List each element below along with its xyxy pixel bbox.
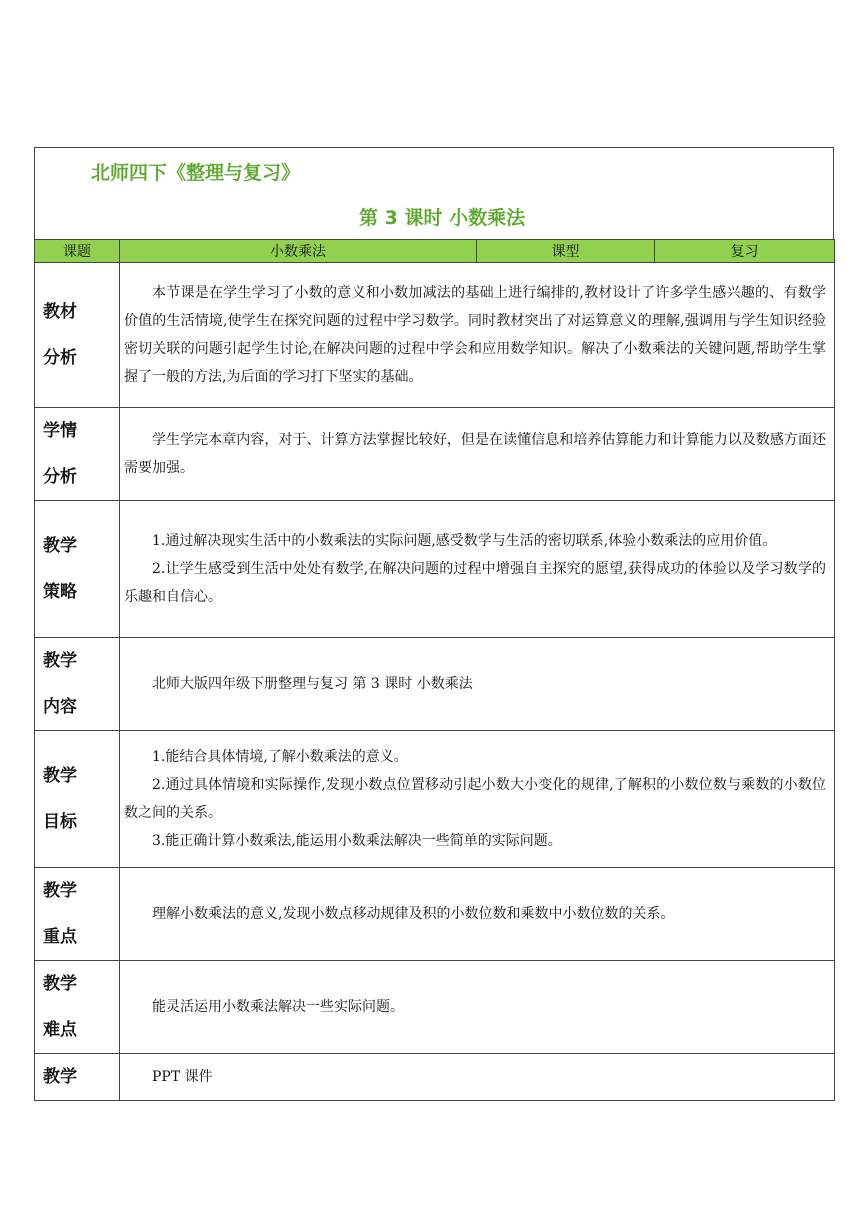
row-label — [35, 868, 120, 961]
row-label — [35, 263, 120, 408]
topic-label: 课题 — [35, 240, 120, 263]
lesson-plan-document — [34, 147, 834, 1101]
paragraph: 北师大版四年级下册整理与复习 第 3 课时 小数乘法 — [152, 676, 473, 692]
paragraph: 2.让学生感受到生活中处处有数学,在解决问题的过程中增强自主探究的愿望,获得成功的体验以及学习数学的乐趣和自信心。 — [124, 561, 826, 605]
label-line: 教材 — [43, 302, 77, 322]
paragraph: 本节课是在学生学习了小数的意义和小数加减法的基础上进行编排的,教材设计了许多学生感兴趣的、有数学价值的生活情境,使学生在探究问题的过程中学习数学。同时教材突出了对运算意义的理解,强调用与学生知识经验密切关联的问题引起学生讨论,在解决问题的过程中学会和应用数学知识。解决了小数乘法的关键问题,帮助学生掌握了一般的方法,为后面的学习打下坚实的基础。 — [124, 285, 826, 385]
row-teaching-strategy — [35, 501, 835, 638]
paragraph: 学生学完本章内容，对于、计算方法掌握比较好，但是在读懂信息和培养估算能力和计算能力以及数感方面还需要加强。 — [124, 432, 826, 476]
row-teaching-objectives — [35, 731, 835, 868]
paragraph: 理解小数乘法的意义,发现小数点移动规律及积的小数位数和乘数中小数位数的关系。 — [152, 906, 675, 922]
label-line: 教学 — [43, 1067, 77, 1087]
label-line: 重点 — [43, 927, 77, 947]
row-label — [35, 731, 120, 868]
label-line: 教学 — [43, 974, 77, 994]
paragraph: 1.通过解决现实生活中的小数乘法的实际问题,感受数学与生活的密切联系,体验小数乘法的应用价值。 — [152, 533, 777, 549]
row-content — [120, 731, 835, 868]
row-teaching-resources — [35, 1054, 835, 1101]
label-line: 分析 — [43, 467, 77, 487]
label-line: 内容 — [43, 697, 77, 717]
row-content — [120, 961, 835, 1054]
row-content — [120, 263, 835, 408]
row-content — [120, 868, 835, 961]
row-label — [35, 1054, 120, 1101]
label-line: 教学 — [43, 536, 77, 556]
title-area — [34, 147, 834, 239]
row-label — [35, 408, 120, 501]
paragraph: 2.通过具体情境和实际操作,发现小数点位置移动引起小数大小变化的规律,了解积的小数位数与乘数的小数位数之间的关系。 — [124, 777, 826, 821]
row-content — [120, 1054, 835, 1101]
paragraph: 1.能结合具体情境,了解小数乘法的意义。 — [152, 749, 408, 765]
row-content — [120, 501, 835, 638]
label-line: 难点 — [43, 1020, 77, 1040]
row-label — [35, 501, 120, 638]
label-line: 教学 — [43, 766, 77, 786]
header-row — [35, 240, 835, 263]
type-label: 课型 — [477, 240, 655, 263]
label-line: 教学 — [43, 651, 77, 671]
paragraph: 3.能正确计算小数乘法,能运用小数乘法解决一些简单的实际问题。 — [152, 833, 562, 849]
row-difficult-points — [35, 961, 835, 1054]
label-line: 策略 — [43, 582, 77, 602]
row-textbook-analysis — [35, 263, 835, 408]
type-value: 复习 — [655, 240, 835, 263]
topic-value: 小数乘法 — [120, 240, 477, 263]
row-key-points — [35, 868, 835, 961]
label-line: 学情 — [43, 421, 77, 441]
lesson-plan-table — [34, 239, 835, 1101]
row-content — [120, 408, 835, 501]
label-line: 目标 — [43, 812, 77, 832]
label-line: 分析 — [43, 348, 77, 368]
row-label — [35, 638, 120, 731]
document-title: 北师四下《整理与复习》 — [91, 162, 301, 184]
row-content — [120, 638, 835, 731]
row-student-analysis — [35, 408, 835, 501]
label-line: 教学 — [43, 881, 77, 901]
paragraph: 能灵活运用小数乘法解决一些实际问题。 — [152, 999, 404, 1015]
paragraph: PPT 课件 — [152, 1069, 213, 1085]
row-teaching-content — [35, 638, 835, 731]
lesson-title: 第 3 课时 小数乘法 — [359, 207, 526, 229]
row-label — [35, 961, 120, 1054]
